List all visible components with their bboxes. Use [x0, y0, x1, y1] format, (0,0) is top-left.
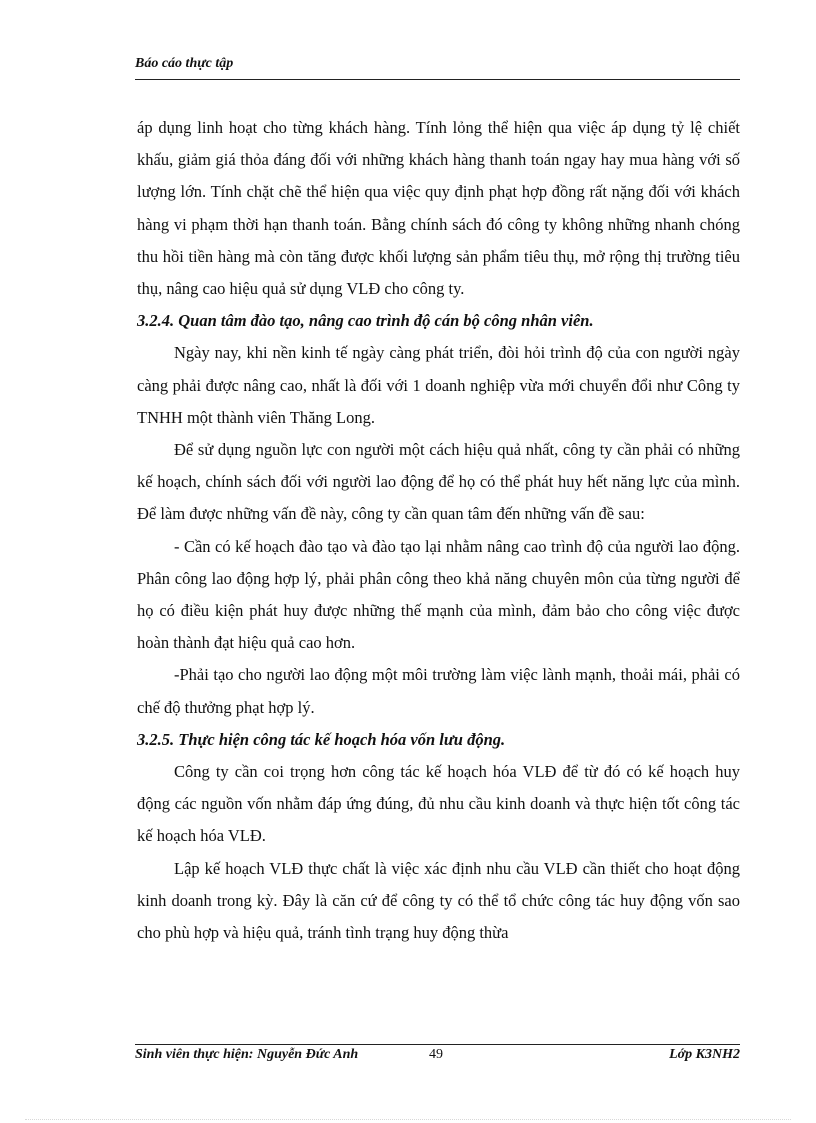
paragraph-3: Để sử dụng nguồn lực con người một cách hiệu quả nhất, công ty cần phải có những kế hoạch, chính sách đối với người lao động để họ có thể phát huy hết năng lực của mình. Để làm được những vấn đề này, công ty cần quan tâm đến những vấn đề sau:: [137, 440, 740, 524]
paragraph-5: -Phải tạo cho người lao động một môi trường làm việc lành mạnh, thoải mái, phải có chế độ thưởng phạt hợp lý.: [137, 665, 740, 717]
page-bottom-edge: [25, 1119, 791, 1120]
page-footer: [135, 1047, 740, 1069]
header-divider: [135, 79, 740, 80]
section-heading-3-2-5: 3.2.5. Thực hiện công tác kế hoạch hóa vốn lưu động.: [137, 729, 506, 749]
page-content: [137, 112, 740, 949]
paragraph-1: áp dụng linh hoạt cho từng khách hàng. Tính lỏng thể hiện qua việc áp dụng tỷ lệ chiết khấu, giảm giá thỏa đáng đối với những khách hàng thanh toán ngay hay mua hàng với số lượng lớn. Tính chặt chẽ thể hiện qua việc quy định phạt hợp đồng rất nặng đối với khách hàng vi phạm thời hạn thanh toán. Bằng chính sách đó công ty không những nhanh chóng thu hồi tiền hàng mà còn tăng được khối lượng sản phẩm tiêu thụ, mở rộng thị trường tiêu thụ, nâng cao hiệu quả sử dụng VLĐ cho công ty.: [137, 118, 740, 299]
footer-divider: [135, 1044, 740, 1045]
footer-author: Sinh viên thực hiện: Nguyễn Đức Anh: [135, 1047, 359, 1062]
paragraph-4: - Cần có kế hoạch đào tạo và đào tạo lại nhằm nâng cao trình độ của người lao động. Phân công lao động hợp lý, phải phân công theo khả năng chuyên môn của từng người để họ có điều kiện phát huy được những thế mạnh của mình, đảm bảo cho công việc được hoàn thành đạt hiệu quả cao hơn.: [137, 536, 740, 653]
page-number: 49: [429, 1047, 443, 1062]
footer-class: Lớp K3NH2: [669, 1047, 740, 1062]
paragraph-6: Công ty cần coi trọng hơn công tác kế hoạch hóa VLĐ để từ đó có kế hoạch huy động các nguồn vốn nhằm đáp ứng đúng, đủ nhu cầu kinh doanh và thực hiện tốt công tác kế hoạch hóa VLĐ.: [137, 762, 740, 846]
page-header-title: Báo cáo thực tập: [135, 56, 234, 71]
section-heading-3-2-4: 3.2.4. Quan tâm đào tạo, nâng cao trình độ cán bộ công nhân viên.: [137, 311, 594, 331]
paragraph-2: Ngày nay, khi nền kinh tế ngày càng phát triển, đòi hỏi trình độ của con người ngày càng phải được nâng cao, nhất là đối với 1 doanh nghiệp vừa mới chuyển đổi như Công ty TNHH một thành viên Thăng Long.: [137, 343, 740, 427]
paragraph-7: Lập kế hoạch VLĐ thực chất là việc xác định nhu cầu VLĐ cần thiết cho hoạt động kinh doanh trong kỳ. Đây là căn cứ để công ty có thể tổ chức công tác huy động vốn sao cho phù hợp và hiệu quả, tránh tình trạng huy động thừa: [137, 858, 740, 943]
